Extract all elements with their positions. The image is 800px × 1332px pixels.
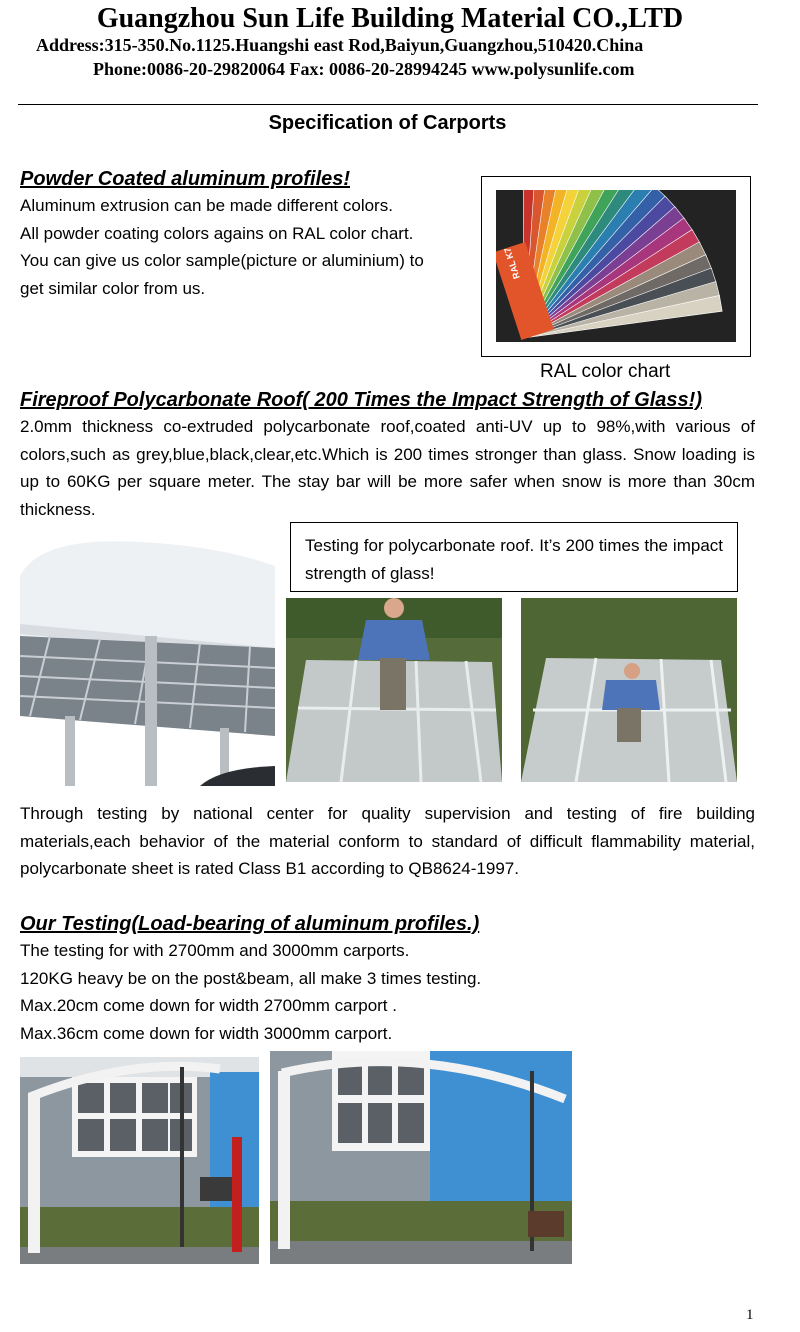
impact-test-photo-2 xyxy=(521,598,737,782)
powder-text-line: get similar color from us. xyxy=(20,279,206,298)
page-number: 1 xyxy=(746,1307,754,1323)
snow-carport-photo xyxy=(20,536,275,786)
fire-rating-text: Through testing by national center for quality supervision and testing of fire building materials,each behavior of the material conform to standard of difficult flammability material, polycarbonate sheet is rated Class B1 according to QB8624-1997. xyxy=(20,804,755,878)
company-contact: Phone:0086-20-29820064 Fax: 0086-20-28994245 www.polysunlife.com xyxy=(93,59,635,79)
ral-caption: RAL color chart xyxy=(540,361,671,382)
powder-text-line: Aluminum extrusion can be made different colors. xyxy=(20,196,393,215)
polycarbonate-roof-heading: Fireproof Polycarbonate Roof( 200 Times the Impact Strength of Glass!) xyxy=(20,389,702,411)
ral-fan-graphic xyxy=(496,190,736,342)
testing-text-line: The testing for with 2700mm and 3000mm carports. xyxy=(20,941,410,960)
company-address: Address:315-350.No.1125.Huangshi east Rod,Baiyun,Guangzhou,510420.China xyxy=(36,35,644,55)
testing-text-line: 120KG heavy be on the post&beam, all make 3 times testing. xyxy=(20,969,482,988)
powder-text-line: You can give us color sample(picture or aluminium) to xyxy=(20,251,424,270)
ral-fan-label: RAL K7 xyxy=(502,246,522,281)
company-name: Guangzhou Sun Life Building Material CO.,LTD xyxy=(96,3,684,34)
roof-description: 2.0mm thickness co-extruded polycarbonate roof,coated anti-UV up to 98%,with various of colors,such as grey,blue,black,clear,etc.Which is 200 times stronger than glass. Snow loading is up to 60KG per square meter. The stay bar will be more safer when snow is more than 30cm thickness. xyxy=(20,417,755,519)
testing-text-line: Max.36cm come down for width 3000mm carport. xyxy=(20,1024,393,1043)
load-test-photo-3000 xyxy=(270,1051,572,1264)
page-title: Specification of Carports xyxy=(268,112,507,134)
impact-test-photo-1 xyxy=(286,598,502,782)
testing-text-line: Max.20cm come down for width 2700mm carport . xyxy=(20,996,397,1015)
ral-color-chart-image xyxy=(496,190,736,342)
load-testing-heading: Our Testing(Load-bearing of aluminum profiles.) xyxy=(20,913,480,935)
powder-coated-heading: Powder Coated aluminum profiles! xyxy=(20,168,351,190)
load-test-photo-2700 xyxy=(20,1057,259,1264)
powder-text-line: All powder coating colors agains on RAL color chart. xyxy=(20,224,414,243)
test-note: Testing for polycarbonate roof. It’s 200 times the impact strength of glass! xyxy=(305,536,723,583)
header-divider xyxy=(18,104,758,105)
